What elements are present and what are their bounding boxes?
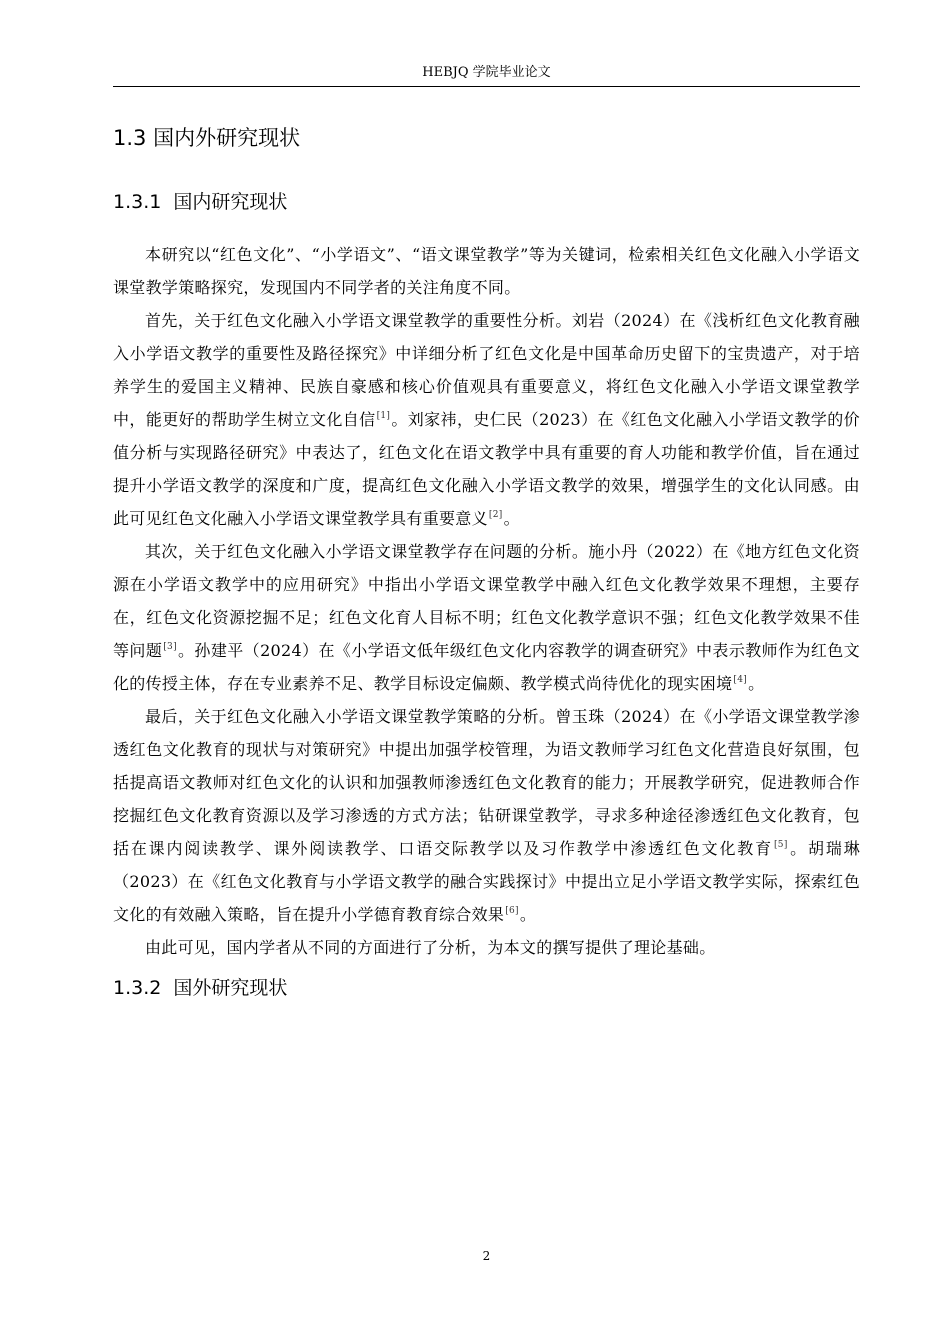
paragraph-conclusion: [113, 931, 860, 964]
citation-2: [2]: [488, 510, 503, 520]
subsection-title: 国内研究现状: [173, 191, 288, 213]
subsection-heading-foreign: [113, 968, 860, 1008]
paragraph-importance: [113, 304, 860, 535]
citation-5: [5]: [773, 840, 788, 850]
paragraph-text: 本研究以“红色文化”、“小学语文”、“语文课堂教学”等为关键词，检索相关红色文化融入小学语文课堂教学策略探究，发现国内不同学者的关注角度不同。: [113, 245, 860, 297]
subsection-number: 1.3.1: [113, 191, 162, 213]
paragraph-strategies: [113, 700, 860, 931]
paragraph-text: 。刘家祎，史仁民（2023）在《红色文化融入小学语文教学的价值分析与实现路径研究》中表达了，红色文化在语文教学中具有重要的育人功能和教学价值，旨在通过提升小学语文教学的深度和广度，提高红色文化融入小学语文教学的效果，增强学生的文化认同感。由此可见红色文化融入小学语文课堂教学具有重要意义: [113, 410, 860, 528]
paragraph-text: 首先，关于红色文化融入小学语文课堂教学的重要性分析。刘岩（2024）在《浅析红色文化教育融入小学语文教学的重要性及路径探究》中详细分析了红色文化是中国革命历史留下的宝贵遗产，对于培养学生的爱国主义精神、民族自豪感和核心价值观具有重要意义，将红色文化融入小学语文课堂教学中，能更好的帮助学生树立文化自信: [113, 311, 860, 429]
paragraph-text: 其次，关于红色文化融入小学语文课堂教学存在问题的分析。施小丹（2022）在《地方红色文化资源在小学语文教学中的应用研究》中指出小学语文课堂教学中融入红色文化教学效果不理想，主要存在，红色文化资源挖掘不足；红色文化育人目标不明；红色文化教学意识不强；红色文化教学效果不佳等问题: [113, 542, 860, 660]
paragraph-text: 。孙建平（2024）在《小学语文低年级红色文化内容教学的调查研究》中表示教师作为红色文化的传授主体，存在专业素养不足、教学目标设定偏颇、教学模式尚待优化的现实困境: [113, 641, 861, 693]
citation-6: [6]: [505, 906, 519, 916]
page-header: HEBJQ 学院毕业论文: [422, 65, 551, 80]
paragraph-text: 最后，关于红色文化融入小学语文课堂教学策略的分析。曾玉珠（2024）在《小学语文课堂教学渗透红色文化教育的现状与对策研究》中提出加强学校管理，为语文教师学习红色文化营造良好氛围，包括提高语文教师对红色文化的认识和加强教师渗透红色文化教育的能力；开展教学研究，促进教师合作挖掘红色文化教育资源以及学习渗透的方式方法；钻研课堂教学，寻求多种途径渗透红色文化教育，包括在课内阅读教学、课外阅读教学、口语交际教学以及习作教学中渗透红色文化教育: [113, 707, 860, 858]
page-number: 2: [482, 1249, 491, 1263]
subsection-heading-domestic: [113, 182, 860, 222]
citation-1: [1]: [376, 411, 391, 421]
paragraph-text: 。胡瑞琳（2023）在《红色文化教育与小学语文教学的融合实践探讨》中提出立足小学语文教学实际，探索红色文化的有效融入策略，旨在提升小学德育教育综合效果: [113, 839, 860, 924]
header-rule: [113, 86, 860, 87]
section-heading: [113, 118, 860, 158]
citation-3: [3]: [163, 642, 177, 652]
paragraph-text: 。: [503, 509, 520, 528]
paragraph-text: 。: [748, 674, 765, 693]
paragraph-text: 由此可见，国内学者从不同的方面进行了分析，为本文的撰写提供了理论基础。: [145, 938, 716, 957]
subsection-title: 国外研究现状: [173, 977, 288, 999]
section-number: 1.3: [113, 126, 147, 150]
paragraph-intro: [113, 238, 860, 304]
section-title: 国内外研究现状: [153, 126, 301, 150]
paragraph-text: 。: [519, 905, 537, 924]
subsection-number: 1.3.2: [113, 977, 162, 999]
citation-4: [4]: [733, 675, 748, 685]
document-body: [113, 118, 860, 1008]
paragraph-problems: [113, 535, 860, 700]
